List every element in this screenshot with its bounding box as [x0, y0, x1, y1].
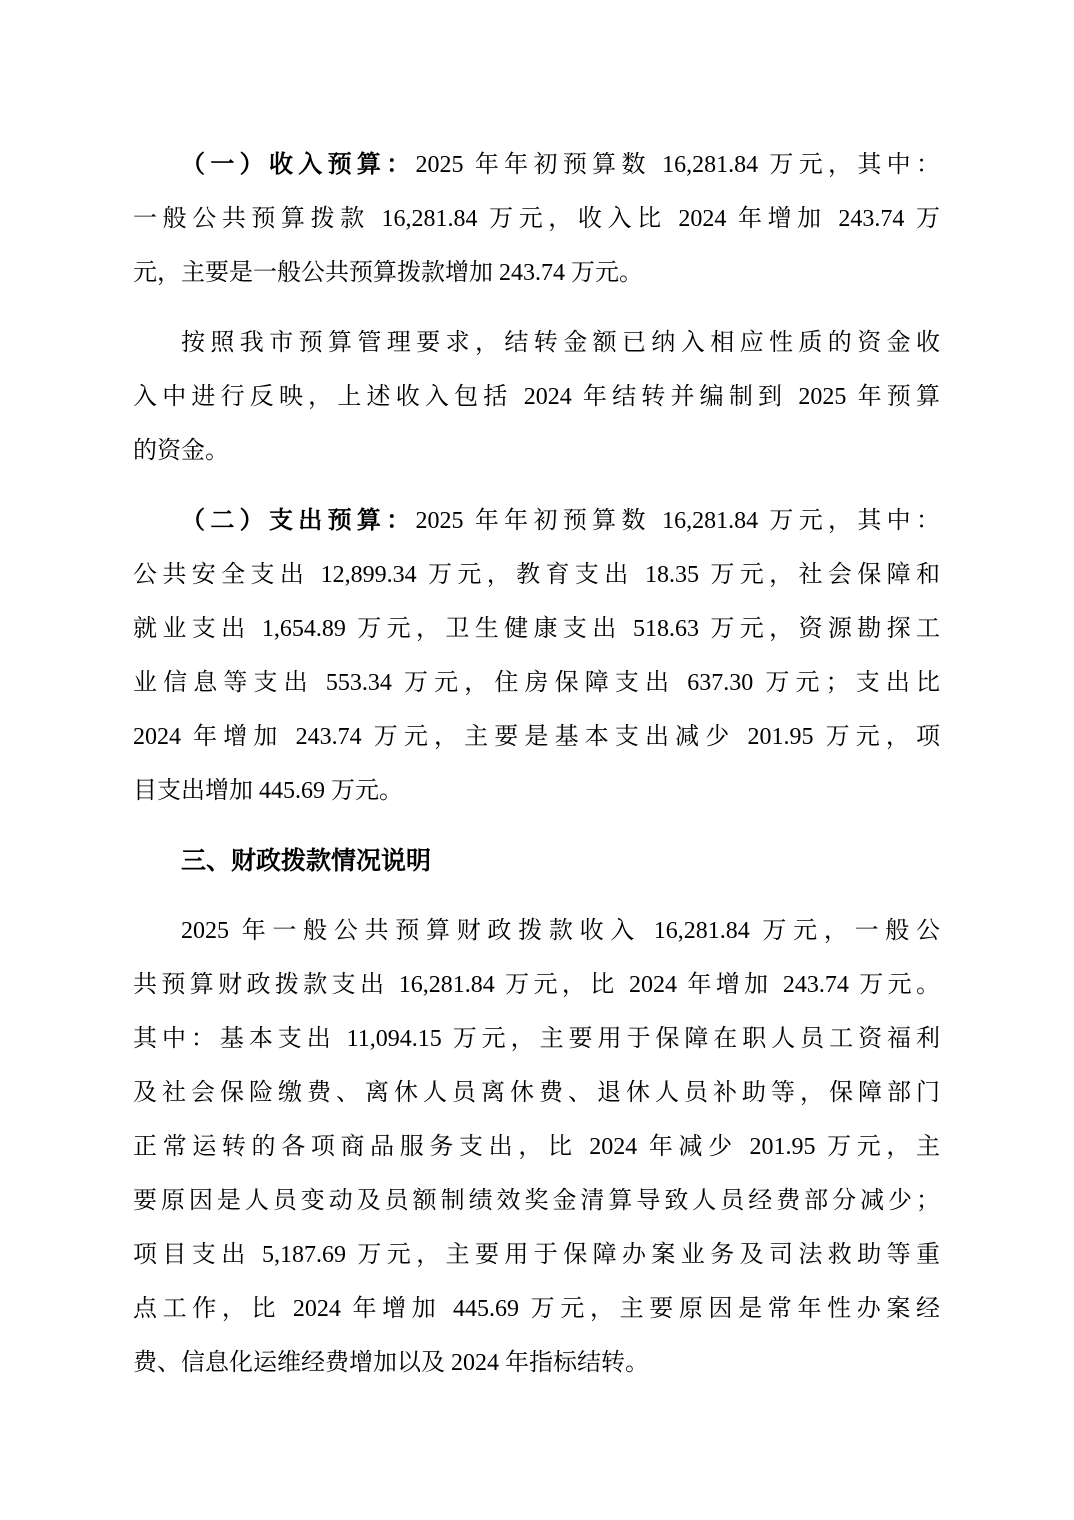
fiscal-line-2: 共预算财政拨款支出 16,281.84 万元，比 2024 年增加 243.74 万元。 [133, 972, 940, 998]
text-line [133, 138, 940, 192]
paragraph-carryover-note [133, 316, 940, 478]
expenditure-budget-label: （二）支出预算： [181, 508, 416, 534]
fiscal-line-7: 项目支出 5,187.69 万元，主要用于保障办案业务及司法救助等重 [133, 1242, 940, 1268]
text-line [133, 494, 940, 548]
fiscal-line-8: 点工作，比 2024 年增加 445.69 万元，主要原因是常年性办案经 [133, 1296, 940, 1322]
fiscal-appropriation-heading: 三、财政拨款情况说明 [181, 847, 432, 875]
fiscal-line-3: 其中：基本支出 11,094.15 万元，主要用于保障在职人员工资福利 [133, 1026, 940, 1052]
fiscal-line-9: 费、信息化运维经费增加以及 2024 年指标结转。 [133, 1350, 649, 1376]
paragraph-income-budget [133, 138, 940, 300]
document-content [133, 138, 940, 1390]
expenditure-budget-line-6: 目支出增加 445.69 万元。 [133, 778, 403, 804]
carryover-note-line-3: 的资金。 [133, 438, 229, 464]
carryover-note-line-2: 入中进行反映，上述收入包括 2024 年结转并编制到 2025 年预算 [133, 384, 940, 410]
expenditure-budget-line-4: 业信息等支出 553.34 万元，住房保障支出 637.30 万元；支出比 [133, 670, 940, 696]
income-budget-label: （一）收入预算： [181, 152, 416, 178]
paragraph-fiscal-appropriation [133, 904, 940, 1390]
fiscal-line-6: 要原因是人员变动及员额制绩效奖金清算导致人员经费部分减少； [133, 1188, 940, 1214]
expenditure-budget-line-5: 2024 年增加 243.74 万元，主要是基本支出减少 201.95 万元，项 [133, 724, 940, 750]
expenditure-budget-line-1: 2025 年年初预算数 16,281.84 万元，其中： [415, 508, 941, 534]
fiscal-line-5: 正常运转的各项商品服务支出，比 2024 年减少 201.95 万元，主 [133, 1134, 940, 1160]
expenditure-budget-line-2: 公共安全支出 12,899.34 万元，教育支出 18.35 万元，社会保障和 [133, 562, 940, 588]
income-budget-line-3: 元，主要是一般公共预算拨款增加 243.74 万元。 [133, 260, 643, 286]
expenditure-budget-line-3: 就业支出 1,654.89 万元，卫生健康支出 518.63 万元，资源勘探工 [133, 616, 940, 642]
income-budget-line-1: 2025 年年初预算数 16,281.84 万元，其中： [415, 152, 941, 178]
fiscal-line-1: 2025 年一般公共预算财政拨款收入 16,281.84 万元，一般公 [181, 918, 940, 944]
income-budget-line-2: 一般公共预算拨款 16,281.84 万元，收入比 2024 年增加 243.74 万 [133, 206, 940, 232]
paragraph-expenditure-budget [133, 494, 940, 818]
carryover-note-line-1: 按照我市预算管理要求，结转金额已纳入相应性质的资金收 [181, 330, 940, 356]
fiscal-line-4: 及社会保险缴费、离休人员离休费、退休人员补助等，保障部门 [133, 1080, 940, 1106]
